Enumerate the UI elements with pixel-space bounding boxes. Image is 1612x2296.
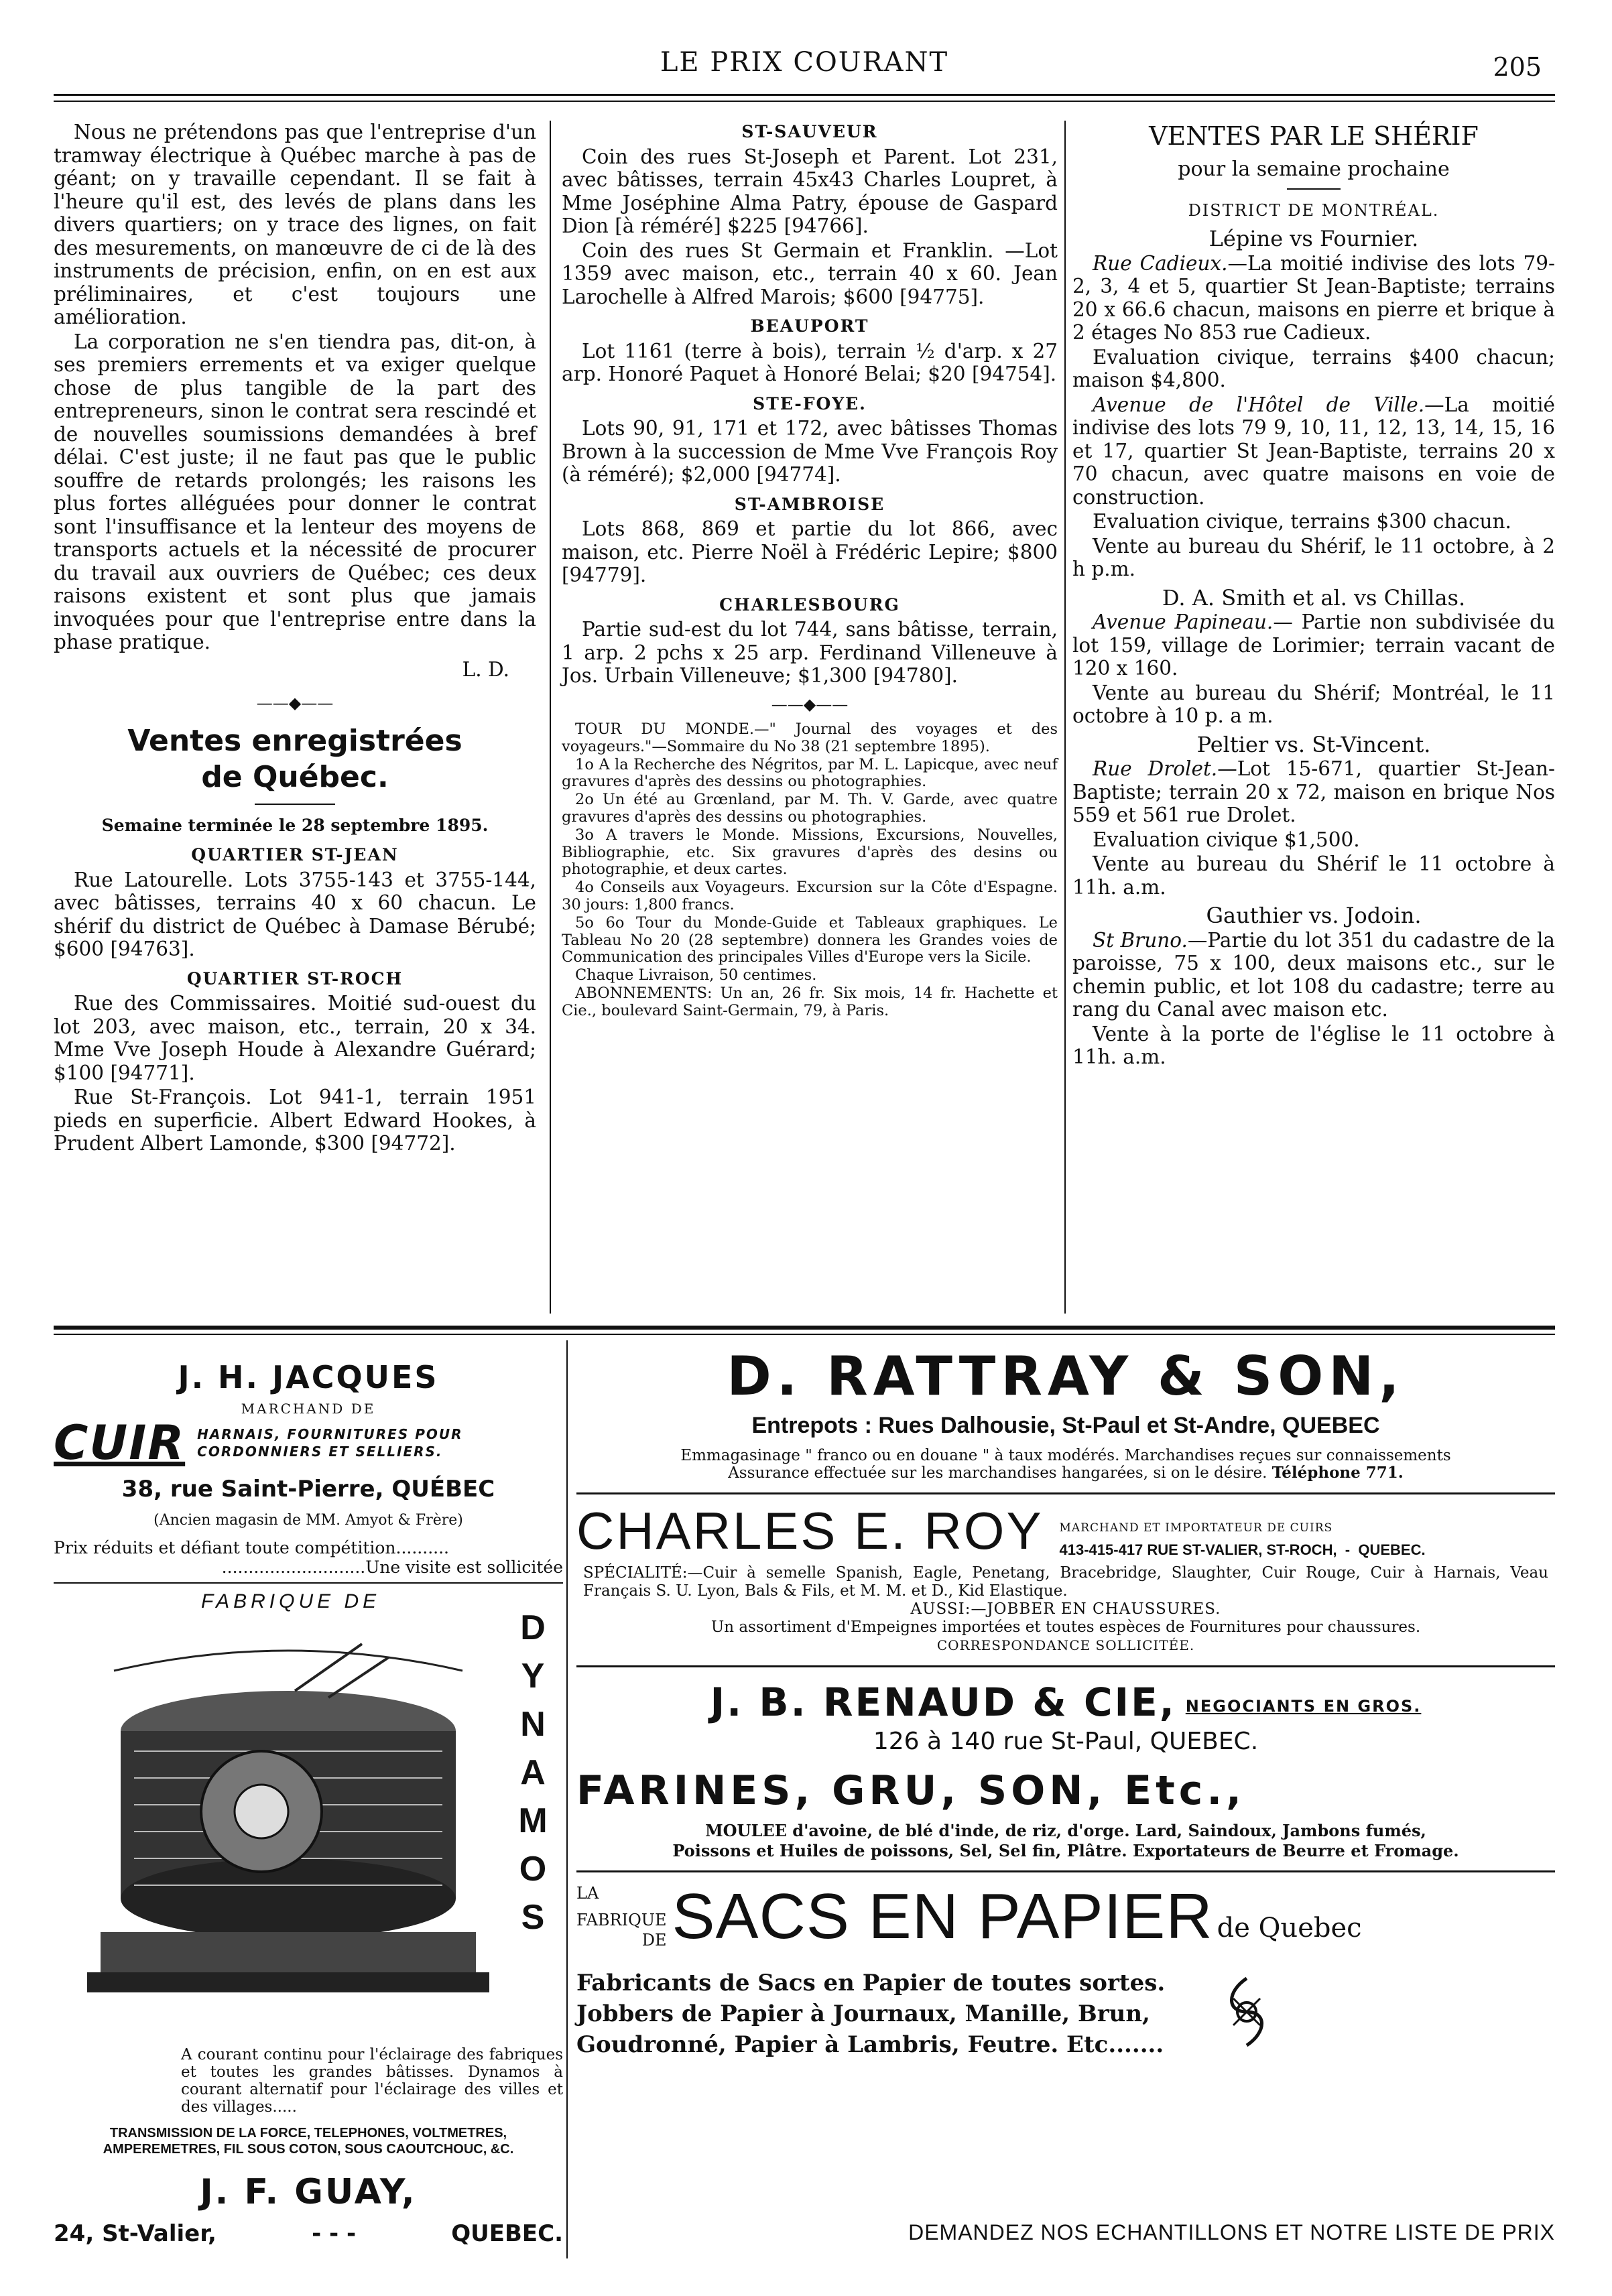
journal-title: LE PRIX COURANT — [660, 47, 949, 78]
sacs-line-2: Jobbers de Papier à Journaux, Manille, Brun, — [576, 2000, 1150, 2027]
sacs-header — [576, 1880, 1555, 1952]
page-number: 205 — [1493, 52, 1542, 82]
notice-line: ABONNEMENTS: Un an, 26 fr. Six mois, 14 fr. Hachette et Cie., boulevard Saint-Germain, 79, à Paris. — [562, 984, 1058, 1019]
column-2 — [562, 121, 1058, 1021]
sacs-line-1: Fabricants de Sacs en Papier de toutes sortes. — [576, 1970, 1166, 1996]
tour-du-monde-notice — [562, 721, 1058, 1020]
sacs-title: SACS EN PAPIER — [672, 1880, 1213, 1952]
column-divider-1 — [550, 121, 551, 1314]
sale-entry: Rue des Commissaires. Moitié sud-ouest du lot 203, avec maison, etc., terrain, 20 x 34. Mme Vve Joseph Houde à Alexandre Guérard; $100 [94771]. — [54, 992, 536, 1084]
district-heading: BEAUPORT — [750, 316, 869, 336]
rattray-line-1: Emmagasinage " franco ou en douane " à taux modérés. Marchandises reçues sur connaissements — [680, 1447, 1451, 1464]
page-header — [54, 47, 1555, 94]
renaud-role: NEGOCIANTS EN GROS. — [1185, 1697, 1422, 1716]
short-rule — [255, 804, 335, 805]
roy-assortiment: Un assortiment d'Empeignes importées et toutes espèces de Fournitures pour chaussures. — [710, 1618, 1421, 1636]
jacques-role: MARCHAND DE — [241, 1401, 376, 1417]
sale-entry: Lots 90, 91, 171 et 172, avec bâtisses Thomas Brown à la succession de Mme Vve François Roy (à réméré); $2,000 [94774]. — [562, 417, 1058, 486]
rattray-line-2 — [576, 1464, 1555, 1482]
roy-city: QUEBEC. — [1358, 1541, 1426, 1558]
column-divider-2 — [1064, 121, 1066, 1314]
renaud-line-2: Poissons et Huiles de poissons, Sel, Sel fin, Plâtre. Exportateurs de Beurre et Fromage. — [672, 1841, 1459, 1860]
roy-meta — [1060, 1521, 1426, 1559]
sale-entry — [1072, 611, 1555, 680]
guay-desc: A courant continu pour l'éclairage des fabriques et toutes les grandes bâtisses. Dynamos à courant alternatif pour l'éclairage des villes et des villages..... — [181, 2046, 563, 2116]
roy-name: CHARLES E. ROY — [576, 1501, 1044, 1560]
ornament-monogram-icon — [1220, 1972, 1274, 2052]
notice-line: 3o A travers le Monde. Missions, Excursions, Nouvelles, Bibliographie, etc. Six gravures d'après des desins ou photographie, et deux cartes. — [562, 826, 1058, 879]
ad-separator — [576, 1665, 1555, 1667]
header-rule-bottom — [54, 101, 1555, 102]
jacques-address: 38, rue Saint-Pierre, QUÉBEC — [121, 1476, 495, 1503]
case-title: Peltier vs. St-Vincent. — [1196, 731, 1431, 757]
roy-correspondance: CORRESPONDANCE SOLLICITÉE. — [936, 1637, 1195, 1653]
jacques-price: Prix réduits et défiant toute compétition.......... — [54, 1538, 449, 1557]
sale-entry — [1072, 757, 1555, 827]
guay-address — [54, 2220, 563, 2247]
notice-line: 5o 6o Tour du Monde-Guide et Tableaux graphiques. Le Tableau No 20 (28 septembre) donnera les Grandes voies de Communication des principales Villes d'Europe vers la Sicile. — [562, 913, 1058, 966]
ad-separator — [576, 1492, 1555, 1494]
district-heading: ST-SAUVEUR — [741, 122, 878, 141]
sacs-la: LA — [576, 1884, 599, 1903]
sacs-body — [576, 1968, 1555, 2060]
section-title-line-2: de Québec. — [201, 759, 389, 794]
street-name: Rue Drolet. — [1093, 757, 1218, 780]
jacques-cuir: CUIR — [54, 1415, 186, 1470]
renaud-line-1: MOULEE d'avoine, de blé d'inde, de riz, d'orge. Lard, Saindoux, Jambons fumés, — [705, 1821, 1426, 1840]
week-label: Semaine terminée le 28 septembre 1895. — [101, 815, 489, 835]
rattray-insurance: Assurance effectuée sur les marchandises hangarées, si on le désire. — [728, 1464, 1267, 1482]
sale-entry: Vente au bureau du Shérif, le 11 octobre, à 2 h p.m. — [1072, 534, 1555, 580]
ornament-divider: ——◆—— — [771, 694, 849, 714]
case-title: D. A. Smith et al. vs Chillas. — [1162, 584, 1466, 611]
guay-dash: - - - — [312, 2220, 357, 2247]
rattray-name: D. RATTRAY & SON, — [727, 1345, 1405, 1407]
sacs-fabrique: FABRIQUE — [576, 1911, 667, 1929]
sale-entry: Rue St-François. Lot 941-1, terrain 1951 pieds en superficie. Albert Edward Hookes, à Prudent Albert Lamonde, $300 [94772]. — [54, 1086, 536, 1155]
renaud-farines: FARINES, GRU, SON, Etc., — [576, 1767, 1245, 1814]
guay-street: 24, St-Valier, — [54, 2220, 216, 2247]
sale-entry: Coin des rues St-Joseph et Parent. Lot 231, avec bâtisses, terrain 45x43 Charles Loupret, à Mme Joséphine Alma Patry, épouse de Gaspard Dion [à réméré] $225 [94766]. — [562, 145, 1058, 237]
street-name: Avenue de l'Hôtel de Ville. — [1093, 393, 1425, 416]
street-name: Avenue Papineau. — [1093, 611, 1274, 633]
district-heading: DISTRICT DE MONTRÉAL. — [1188, 200, 1440, 220]
sacs-quebec: de Quebec — [1217, 1913, 1362, 1943]
sale-text: —La moitié indivise des lots 79-2, 3, 4 et 5, quartier St Jean-Baptiste; terrains 20 x 66.6 chacun, maisons en pierre et brique à 2 étages No 853 rue Cadieux. — [1072, 251, 1555, 344]
sale-entry: Evaluation civique, terrains $400 chacun; maison $4,800. — [1072, 345, 1555, 391]
ornament-divider: ——◆—— — [256, 694, 334, 712]
sheriff-title: VENTES PAR LE SHÉRIF — [1149, 121, 1479, 151]
sale-entry — [1072, 393, 1555, 509]
ads-divider — [566, 1340, 568, 2258]
guay-city: QUEBEC. — [451, 2220, 563, 2247]
column-3 — [1072, 121, 1555, 1070]
sale-entry: Lots 868, 869 et partie du lot 866, avec maison, etc. Pierre Noël à Frédéric Lepire; $800 [94779]. — [562, 517, 1058, 586]
sale-entry: Vente à la porte de l'église le 11 octobre à 11h. a.m. — [1072, 1022, 1555, 1068]
article-paragraph: Nous ne prétendons pas que l'entreprise d'un tramway électrique à Québec marche à pas de géant; on y travaille cependant. Il se fait à l'heure qu'il est, des levés de plans dans les divers quartiers; on y trace des lignes, on fait des mesurements, on manœuvre de ci de là des instruments de précision, enfin, on en est aux préliminaires, et c'est toujours une amélioration. — [54, 121, 536, 328]
guay-transmission: TRANSMISSION DE LA FORCE, TELEPHONES, VOLTMETRES, AMPEREMETRES, FIL SOUS COTON, SOUS CAOUTCHOUC, &C. — [103, 2126, 514, 2157]
jacques-name: J. H. JACQUES — [178, 1359, 439, 1395]
sale-text: —Lot 15-671, quartier St-Jean-Baptiste; terrain 20 x 72, maison en brique Nos 559 et 561 rue Drolet. — [1072, 757, 1555, 826]
renaud-header — [576, 1679, 1555, 1725]
section-title-line-1: Ventes enregistrées — [127, 723, 462, 758]
district-heading: STE-FOYE. — [753, 393, 867, 413]
notice-line: 4o Conseils aux Voyageurs. Excursion sur la Côte d'Espagne. 30 jours: 1,800 francs. — [562, 879, 1058, 913]
notice-line: TOUR DU MONDE.—" Journal des voyages et des voyageurs."—Sommaire du No 38 (21 septembre 1895). — [562, 720, 1058, 755]
case-title: Lépine vs Fournier. — [1208, 226, 1419, 251]
sale-text: —Partie du lot 351 du cadastre de la paroisse, 75 x 100, deux maisons etc., sur le chemin public, et lot 108 du cadastre; terre au rang du Canal avec maison etc. — [1072, 928, 1555, 1021]
header-rule-top — [54, 94, 1555, 96]
sacs-line-3: Goudronné, Papier à Lambris, Feutre. Etc....... — [576, 2031, 1164, 2058]
ads-left-column — [54, 1340, 563, 2245]
sacs-demandez: DEMANDEZ NOS ECHANTILLONS ET NOTRE LISTE DE PRIX — [908, 2220, 1555, 2244]
sale-entry: Lot 1161 (terre à bois), terrain ½ d'arp. x 27 arp. Honoré Paquet à Honoré Belai; $20 [94754]. — [562, 339, 1058, 385]
sale-entry: Coin des rues St Germain et Franklin. —Lot 1359 avec maison, etc., terrain 40 x 60. Jean Larochelle à Alfred Marois; $600 [94775]. — [562, 239, 1058, 308]
roy-header — [576, 1503, 1555, 1559]
sale-entry: Evaluation civique, terrains $300 chacun. — [1093, 510, 1511, 533]
guay-dynamos-vertical: DYNAMOS — [518, 1608, 548, 1937]
guay-fabrique: FABRIQUE DE — [201, 1590, 381, 1612]
sale-entry — [1072, 929, 1555, 1021]
sacs-de: DE — [641, 1931, 667, 1950]
jacques-visit: ...........................Une visite est sollicitée — [221, 1557, 563, 1577]
roy-aussi: AUSSI:—JOBBER EN CHAUSSURES. — [910, 1600, 1221, 1618]
article-paragraph: La corporation ne s'en tiendra pas, dit-on, à ses premiers errements et va exiger quelque chose de plus tangible de la part des entrepreneurs, sinon le contrat sera rescindé et de nouvelles soumissions demandées à bref délai. C'est juste; il ne faut pas que le public souffre de retards prolongés; les raisons les plus fortes alléguées pour donner le contrat sont l'insuffisance et la lenteur des moyens de transports actuels et la nécessité de procurer du travail aux ouvriers de Québec; ces deux raisons existent et sont plus que jamais invoquées pour que l'entreprise entre dans la phase pratique. — [54, 330, 536, 653]
sale-entry: Evaluation civique $1,500. — [1093, 828, 1360, 851]
rattray-phone: Téléphone 771. — [1272, 1464, 1404, 1482]
street-name: Rue Cadieux. — [1093, 251, 1228, 275]
rattray-entrepots: Entrepots : Rues Dalhousie, St-Paul et St-Andre, QUEBEC — [751, 1413, 1380, 1438]
sheriff-subtitle: pour la semaine prochaine — [1178, 157, 1450, 181]
jacques-cuir-block — [54, 1415, 563, 1470]
district-heading: ST-AMBROISE — [734, 494, 885, 514]
dynamo-illustration — [74, 1617, 503, 2059]
jacques-cuir-desc: HARNAIS, FOURNITURES POUR CORDONNIERS ET SELLIERS. — [197, 1426, 463, 1460]
column-1 — [54, 121, 536, 1157]
sale-entry: Vente au bureau du Shérif le 11 octobre à 11h. a.m. — [1072, 852, 1555, 899]
notice-line: 2o Un été au Grœnland, par M. Th. V. Garde, avec quatre gravures d'après des dessins ou photographies. — [562, 791, 1058, 826]
sacs-prefix — [576, 1883, 667, 1950]
ads-right-column — [576, 1340, 1555, 2245]
sale-entry: Vente au bureau du Shérif; Montréal, le 11 octobre à 10 p. a m. — [1072, 681, 1555, 727]
sale-entry: Partie sud-est du lot 744, sans bâtisse, terrain, 1 arp. 2 pchs x 25 arp. Ferdinand Villeneuve à Jos. Urbain Villeneuve; $1,300 [94780]. — [562, 618, 1058, 687]
roy-street: 413-415-417 RUE ST-VALIER, ST-ROCH, — [1059, 1541, 1337, 1558]
street-name: St Bruno. — [1093, 928, 1188, 952]
renaud-address: 126 à 140 rue St-Paul, QUEBEC. — [873, 1728, 1259, 1755]
jacques-former: (Ancien magasin de MM. Amyot & Frère) — [153, 1512, 463, 1529]
roy-address: 413-415-417 RUE ST-VALIER, ST-ROCH, - QUEBEC. — [1059, 1541, 1426, 1558]
district-heading: QUARTIER ST-JEAN — [191, 845, 399, 865]
notice-line: Chaque Livraison, 50 centimes. — [575, 966, 817, 984]
sale-text: — Partie non subdivisée du lot 159, village de Lorimier; terrain vacant de 120 x 160. — [1072, 611, 1555, 680]
section-title — [54, 723, 536, 795]
signature: L. D. — [462, 657, 509, 681]
sale-text: —La moitié indivise des lots 79 9, 10, 11, 12, 13, 14, 15, 16 et 17, quartier St Jean-Baptiste, terrains 20 x 70 chacun, avec quatre maisons en voie de construction. — [1072, 393, 1555, 509]
ads-top-rule — [54, 1326, 1555, 1330]
ad-separator — [54, 1582, 563, 1584]
renaud-name: J. B. RENAUD & CIE, — [710, 1679, 1176, 1725]
sale-entry — [1072, 252, 1555, 344]
district-heading: CHARLESBOURG — [719, 594, 900, 615]
case-title: Gauthier vs. Jodoin. — [1206, 903, 1422, 928]
short-rule — [1287, 188, 1341, 190]
notice-line: 1o A la Recherche des Négritos, par M. L. Lapicque, avec neuf gravures d'après des dessins ou photographies. — [562, 755, 1058, 791]
sale-entry: Rue Latourelle. Lots 3755-143 et 3755-144, avec bâtisses, terrains 40 x 60 chacun. Le shérif du district de Québec à Damase Bérubé; $600 [94763]. — [54, 868, 536, 960]
guay-name: J. F. GUAY, — [200, 2172, 417, 2212]
guay-ad — [54, 1590, 563, 2073]
roy-role: MARCHAND ET IMPORTATEUR DE CUIRS — [1059, 1521, 1333, 1535]
ad-separator — [576, 1870, 1555, 1872]
district-heading: QUARTIER ST-ROCH — [186, 968, 404, 988]
roy-specialite: SPÉCIALITÉ:—Cuir à semelle Spanish, Eagle, Penetang, Bracebridge, Slaughter, Cuir Rouge, Cuir à Harnais, Veau Français S. U. Lyon, Bals & Fils, et M. M. et D., Kid Elastique. — [583, 1564, 1548, 1600]
ads-top-rule-thin — [54, 1334, 1555, 1335]
